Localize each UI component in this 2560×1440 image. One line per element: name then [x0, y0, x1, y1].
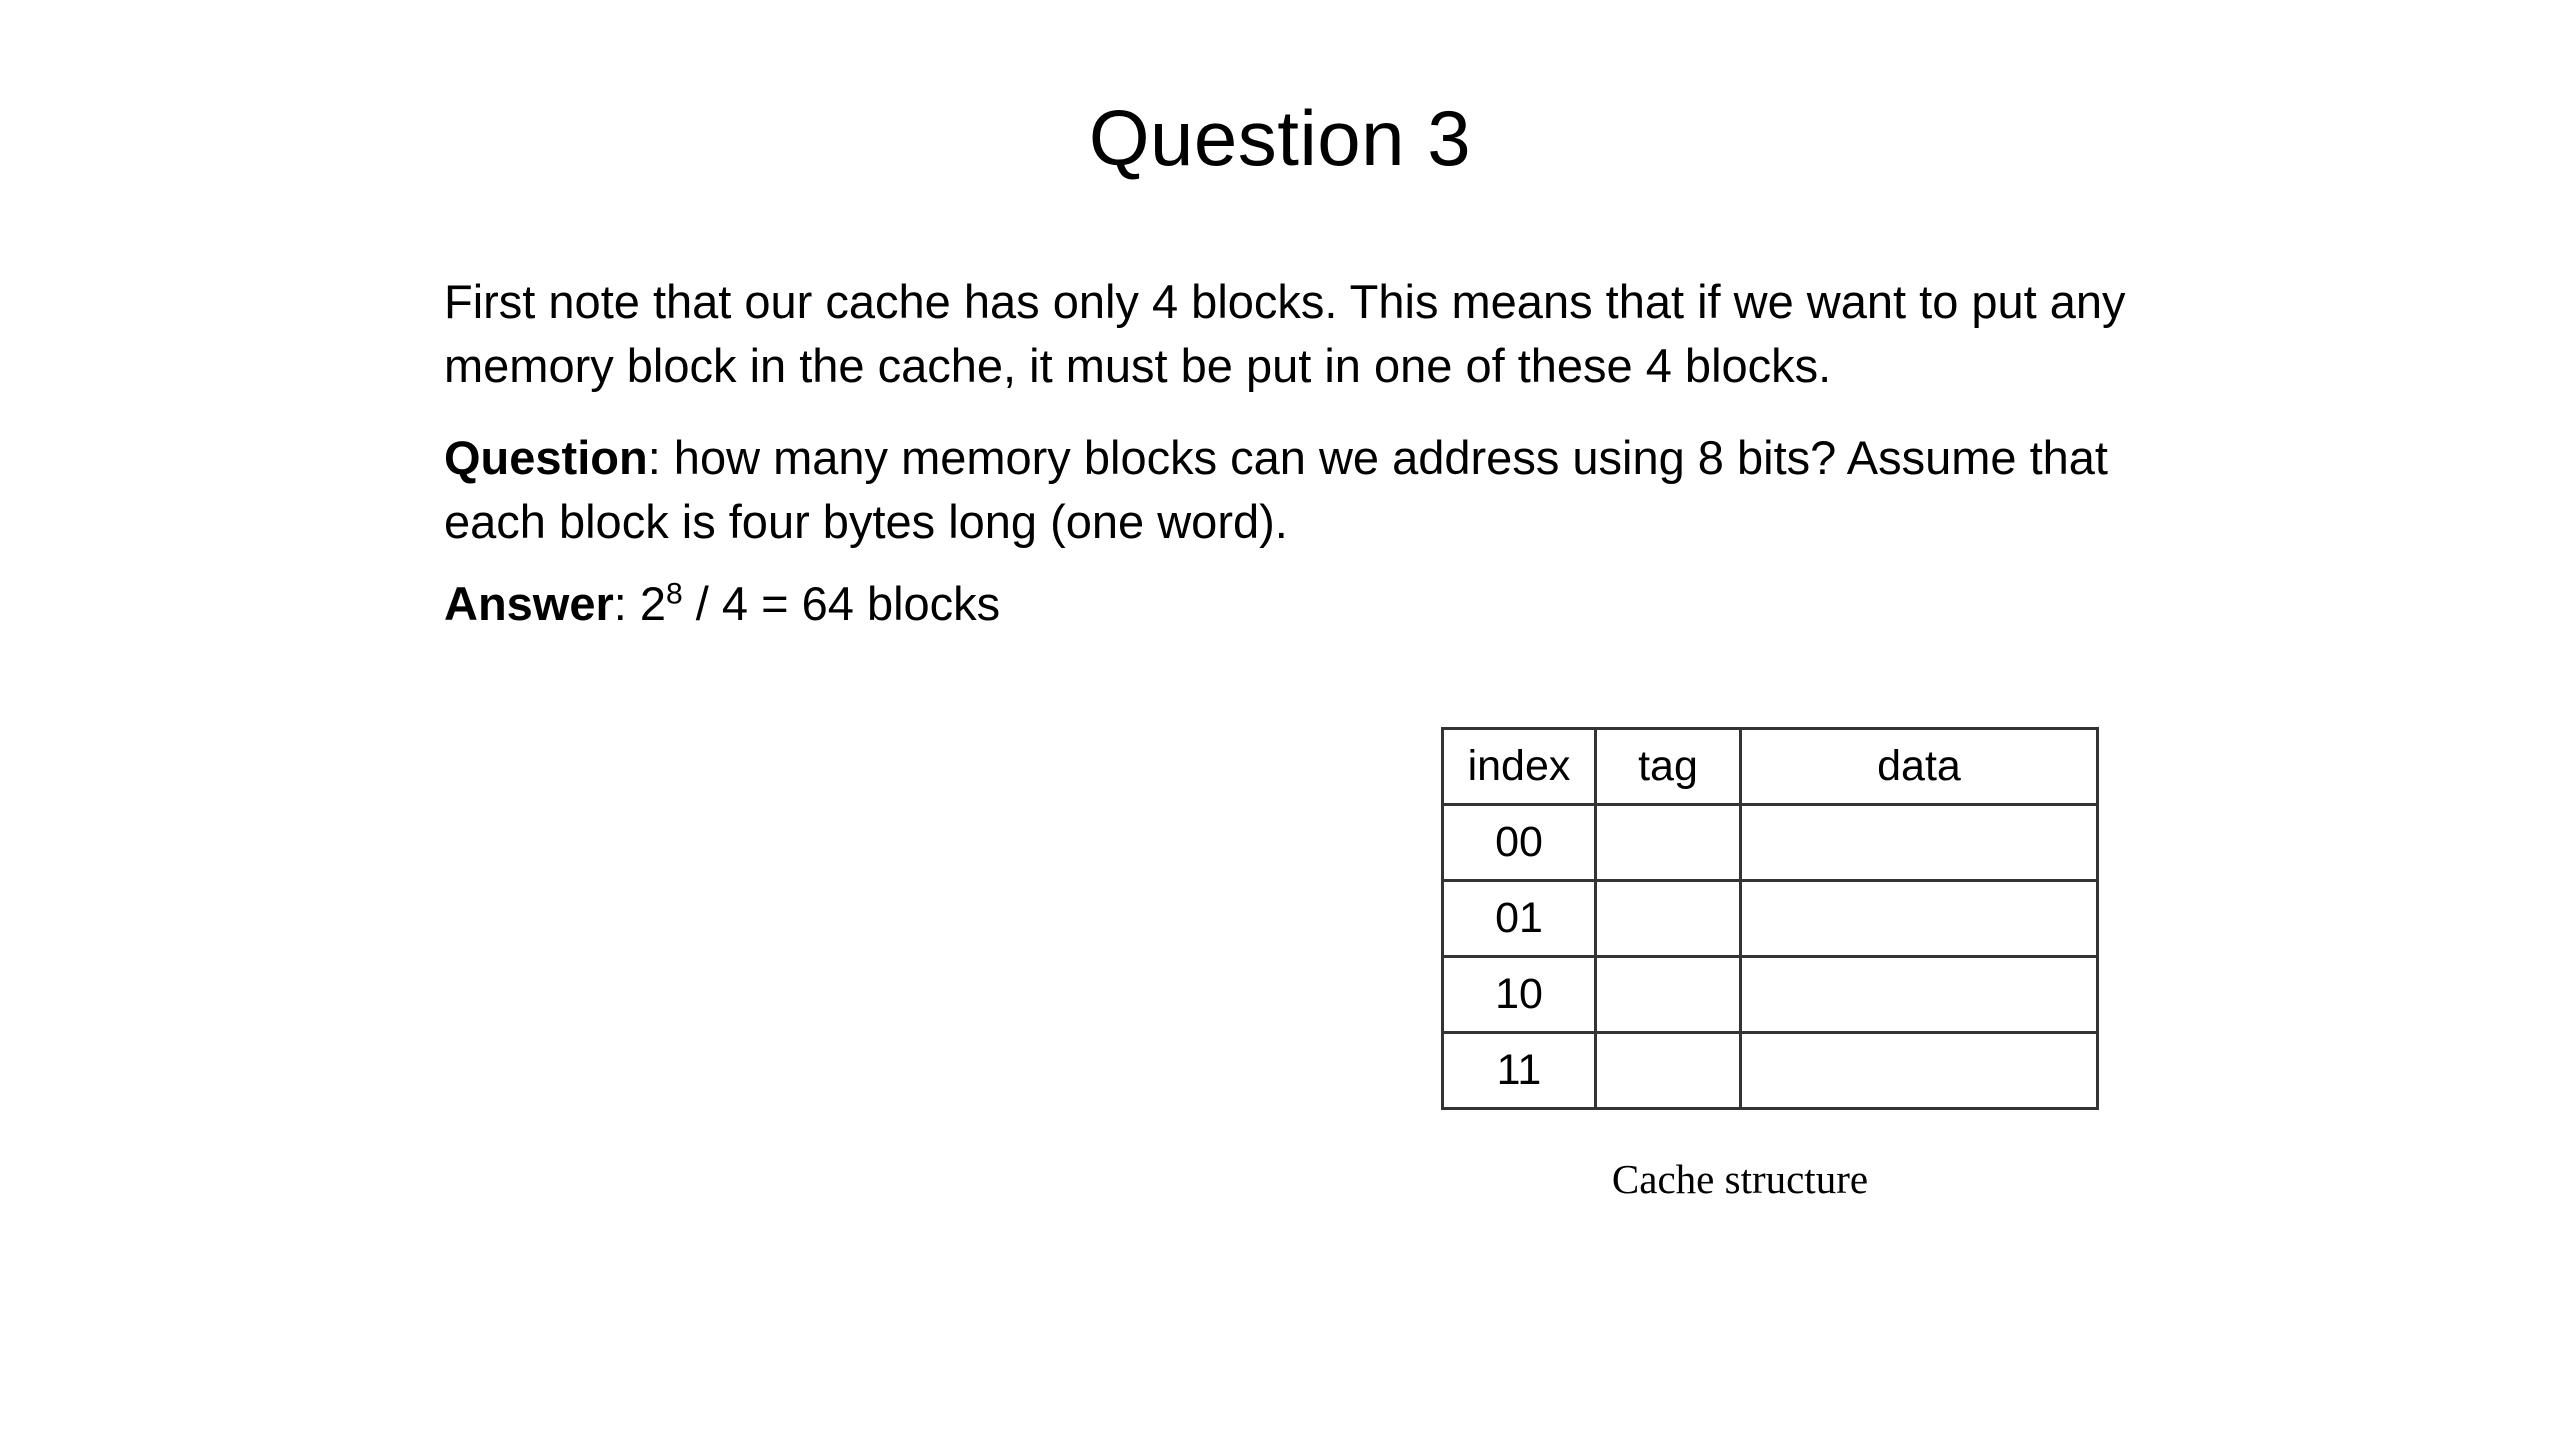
table-row — [1443, 881, 2098, 957]
row-index: 01 — [1443, 881, 1596, 957]
answer-paragraph — [444, 572, 2144, 636]
question-label: Question — [444, 431, 648, 484]
row-index: 11 — [1443, 1033, 1596, 1109]
row-tag — [1596, 957, 1741, 1033]
row-tag — [1596, 1033, 1741, 1109]
row-data — [1741, 957, 2098, 1033]
row-index: 00 — [1443, 805, 1596, 881]
row-index: 10 — [1443, 957, 1596, 1033]
row-data — [1741, 1033, 2098, 1109]
question-text: : how many memory blocks can we address using 8 bits? Assume that each block is four bytes long (one word). — [444, 431, 2108, 548]
answer-base: : 2 — [613, 577, 667, 630]
row-data — [1741, 805, 2098, 881]
intro-paragraph: First note that our cache has only 4 blocks. This means that if we want to put any memory block in the cache, it must be put in one of these 4 blocks. — [444, 275, 2126, 392]
table-row — [1443, 805, 2098, 881]
cache-table — [1441, 727, 2099, 1110]
answer-rest: / 4 = 64 blocks — [682, 577, 1001, 630]
answer-label: Answer — [444, 577, 614, 630]
question-paragraph — [444, 426, 2144, 554]
header-data: data — [1741, 729, 2098, 805]
table-row — [1443, 1033, 2098, 1109]
answer-exponent: 8 — [666, 577, 683, 611]
row-tag — [1596, 881, 1741, 957]
table-row — [1443, 957, 2098, 1033]
header-tag: tag — [1596, 729, 1741, 805]
cache-table-header-row — [1443, 729, 2098, 805]
table-caption: Cache structure — [1611, 1156, 1869, 1202]
header-index: index — [1443, 729, 1596, 805]
row-data — [1741, 881, 2098, 957]
slide-title: Question 3 — [1088, 94, 1472, 182]
row-tag — [1596, 805, 1741, 881]
